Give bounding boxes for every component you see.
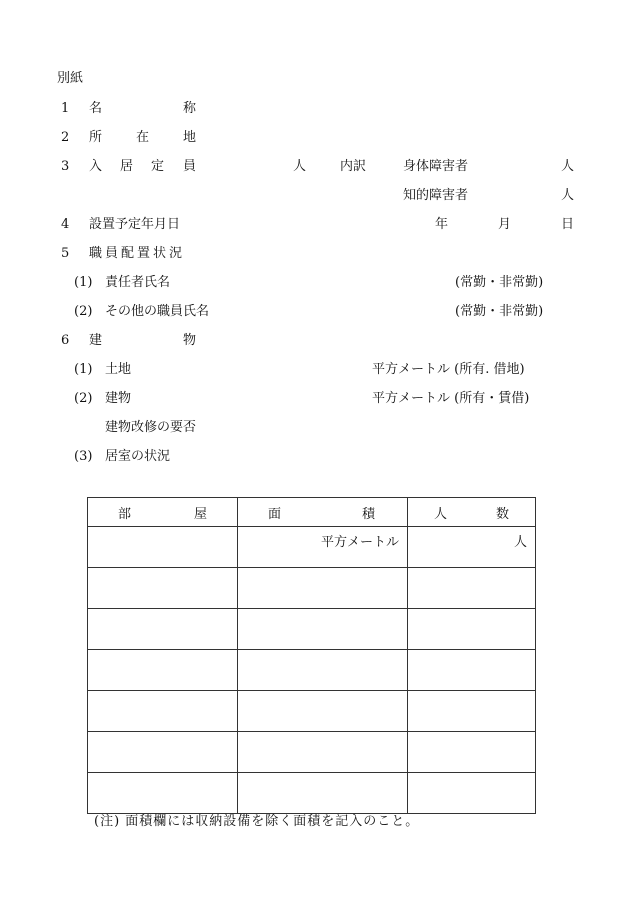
table-row	[88, 691, 536, 732]
item-4-month: 月	[498, 217, 512, 232]
item-5-label: 職員配置状況	[89, 246, 186, 261]
room-table	[87, 497, 536, 814]
table-row	[88, 527, 536, 568]
item-6-label-b: 物	[183, 333, 197, 348]
item-6-1-unit: 平方メートル (所有. 借地)	[372, 362, 525, 377]
area-unit: 平方メートル	[320, 535, 399, 550]
table-row	[88, 650, 536, 691]
room-cell[interactable]	[88, 609, 238, 650]
people-cell[interactable]	[408, 609, 536, 650]
item-2-label-b: 在	[136, 130, 150, 145]
people-cell[interactable]	[408, 691, 536, 732]
item-6-2-number: (2)	[74, 391, 93, 406]
area-cell[interactable]	[238, 773, 408, 814]
item-6-1-number: (1)	[74, 362, 93, 377]
item-3-intellectual-unit: 人	[561, 188, 575, 203]
item-3-physical: 身体障害者	[403, 159, 469, 174]
item-5-2-number: (2)	[74, 304, 93, 319]
item-1-label-a: 名	[89, 101, 103, 116]
header-area	[238, 498, 408, 527]
item-4-label: 設置予定年月日	[89, 217, 181, 232]
item-6-label-a: 建	[89, 333, 103, 348]
item-3-physical-unit: 人	[561, 159, 575, 174]
header-area-a: 面	[268, 506, 282, 522]
item-5-1-status: (常勤・非常勤)	[455, 275, 544, 290]
room-cell[interactable]	[88, 773, 238, 814]
item-6-3-number: (3)	[74, 449, 93, 464]
area-cell[interactable]	[238, 568, 408, 609]
people-cell[interactable]	[408, 773, 536, 814]
people-cell[interactable]	[408, 568, 536, 609]
item-1-number: 1	[61, 101, 70, 116]
item-3-number: 3	[61, 159, 70, 174]
attachment-label: 別紙	[57, 71, 84, 86]
item-6-number: 6	[61, 333, 70, 348]
people-cell[interactable]	[408, 650, 536, 691]
room-cell[interactable]	[88, 527, 238, 568]
item-5-number: 5	[61, 246, 70, 261]
room-cell[interactable]	[88, 732, 238, 773]
header-room-b: 屋	[193, 506, 207, 522]
room-cell[interactable]	[88, 691, 238, 732]
area-cell[interactable]	[238, 732, 408, 773]
table-note: (注) 面積欄には収納設備を除く面積を記入のこと。	[94, 814, 420, 829]
area-cell[interactable]	[238, 650, 408, 691]
people-cell[interactable]	[408, 732, 536, 773]
item-5-1-number: (1)	[74, 275, 93, 290]
item-6-1-label: 土地	[105, 362, 132, 377]
header-people-b: 数	[495, 506, 509, 522]
item-5-1-label: 責任者氏名	[105, 275, 171, 290]
item-3-label-c: 定	[151, 159, 165, 174]
item-5-2-label: その他の職員氏名	[105, 304, 210, 319]
people-cell[interactable]	[408, 527, 536, 568]
item-6-2-unit: 平方メートル (所有・賃借)	[372, 391, 530, 406]
item-3-label-d: 員	[183, 159, 197, 174]
table-row	[88, 609, 536, 650]
area-cell[interactable]	[238, 609, 408, 650]
area-cell[interactable]	[238, 527, 408, 568]
item-3-label-a: 入	[89, 159, 103, 174]
item-3-unit: 人	[293, 159, 307, 174]
item-3-breakdown: 内訳	[340, 159, 367, 174]
header-area-b: 積	[361, 506, 375, 522]
item-5-2-status: (常勤・非常勤)	[455, 304, 544, 319]
item-6-2-label: 建物	[105, 391, 132, 406]
item-6-renovation: 建物改修の要否	[105, 420, 197, 435]
table-row	[88, 732, 536, 773]
item-2-label-c: 地	[183, 130, 197, 145]
room-cell[interactable]	[88, 650, 238, 691]
item-2-label-a: 所	[89, 130, 103, 145]
item-4-year: 年	[435, 217, 449, 232]
area-cell[interactable]	[238, 691, 408, 732]
header-people	[408, 498, 536, 527]
people-unit: 人	[513, 535, 527, 550]
table-header-row	[88, 498, 536, 527]
header-people-a: 人	[434, 506, 448, 522]
item-3-label-b: 居	[120, 159, 134, 174]
item-4-day: 日	[561, 217, 575, 232]
item-3-intellectual: 知的障害者	[403, 188, 469, 203]
table-row	[88, 568, 536, 609]
table-row	[88, 773, 536, 814]
item-6-3-label: 居室の状況	[105, 449, 171, 464]
header-room	[88, 498, 238, 527]
item-2-number: 2	[61, 130, 70, 145]
header-room-a: 部	[118, 506, 132, 522]
item-1-label-b: 称	[183, 101, 197, 116]
item-4-number: 4	[61, 217, 70, 232]
room-cell[interactable]	[88, 568, 238, 609]
